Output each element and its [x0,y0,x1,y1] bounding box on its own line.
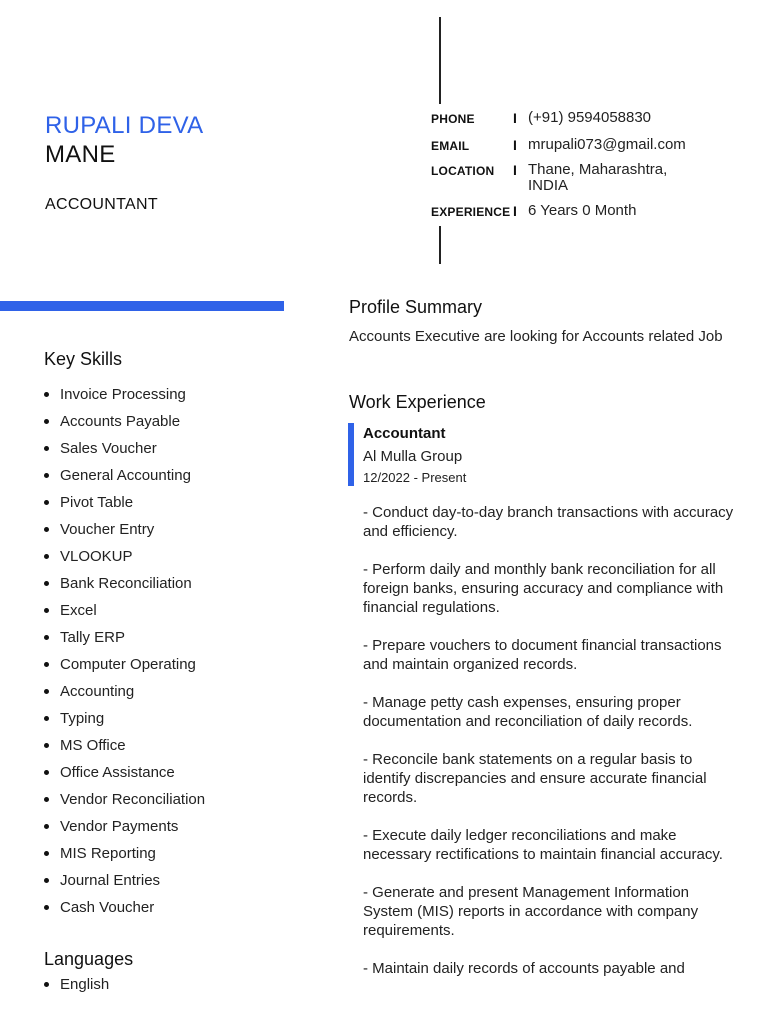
name-last: MANE [45,141,116,168]
divider-line-top [439,17,441,104]
list-item: Excel [43,600,205,627]
name-first: RUPALI DEVA [45,112,204,139]
experience-duties [363,503,743,997]
skills-heading: Key Skills [44,349,123,369]
experience-dates: 12/2022 - Present [363,470,467,485]
contact-value[interactable]: (+91) 9594058830 [528,109,652,126]
list-item: Journal Entries [43,870,205,897]
contact-experience [431,203,761,221]
list-item: Tally ERP [43,627,205,654]
list-item: Pivot Table [43,492,205,519]
languages-heading: Languages [44,949,134,969]
list-item: Computer Operating [43,654,205,681]
contact-label: EXPERIENCE [431,205,511,219]
list-item: VLOOKUP [43,546,205,573]
experience-role: Accountant [363,425,446,442]
contact-email [431,137,761,155]
list-item: Bank Reconciliation [43,573,205,600]
contact-separator: I [513,110,517,126]
list-item: General Accounting [43,465,205,492]
duty-item: - Execute daily ledger reconciliations and make necessary rectifications to maintain financial accuracy. [363,827,723,863]
list-item: Vendor Reconciliation [43,789,205,816]
list-item: Office Assistance [43,762,205,789]
duty-item: - Prepare vouchers to document financial transactions and maintain organized records. [363,637,722,673]
list-item: Typing [43,708,205,735]
experience-company: Al Mulla Group [363,448,463,465]
contact-separator: I [513,137,517,153]
duty-item: - Conduct day-to-day branch transactions with accuracy and efficiency. [363,504,734,540]
list-item: Cash Voucher [43,897,205,924]
duty-item: - Generate and present Management Information System (MIS) reports in accordance with company requirements. [363,884,699,939]
duty-item: - Manage petty cash expenses, ensuring proper documentation and reconciliation of daily records. [363,694,693,730]
contact-phone [431,110,761,128]
contact-value: 6 Years 0 Month [528,202,637,219]
duty-item: - Perform daily and monthly bank reconciliation for all foreign banks, ensuring accuracy and compliance with financial regulations. [363,561,724,616]
contact-separator: I [513,162,517,178]
contact-label: PHONE [431,112,475,126]
list-item: Accounts Payable [43,411,205,438]
skills-list [43,384,205,924]
job-title: ACCOUNTANT [45,196,158,213]
contact-value: Thane, Maharashtra, INDIA [528,161,668,194]
list-item: MIS Reporting [43,843,205,870]
profile-heading: Profile Summary [349,297,483,317]
list-item: Sales Voucher [43,438,205,465]
languages-list [43,974,109,998]
list-item: Vendor Payments [43,816,205,843]
experience-heading: Work Experience [349,392,486,412]
contact-location [431,162,761,196]
duty-item: - Reconcile bank statements on a regular basis to identify discrepancies and ensure accurate financial records. [363,751,707,806]
duty-item: - Maintain daily records of accounts payable and [363,960,685,977]
divider-line-bottom [439,226,441,264]
contact-separator: I [513,203,517,219]
experience-accent-bar [348,423,354,486]
accent-bar [0,301,284,311]
list-item: Accounting [43,681,205,708]
list-item: Voucher Entry [43,519,205,546]
profile-summary-text: Accounts Executive are looking for Accounts related Job [349,328,723,345]
contact-label: EMAIL [431,139,470,153]
contact-label: LOCATION [431,164,495,178]
list-item: Invoice Processing [43,384,205,411]
contact-value[interactable]: mrupali073@gmail.com [528,136,686,153]
list-item: MS Office [43,735,205,762]
list-item: English [43,974,109,998]
